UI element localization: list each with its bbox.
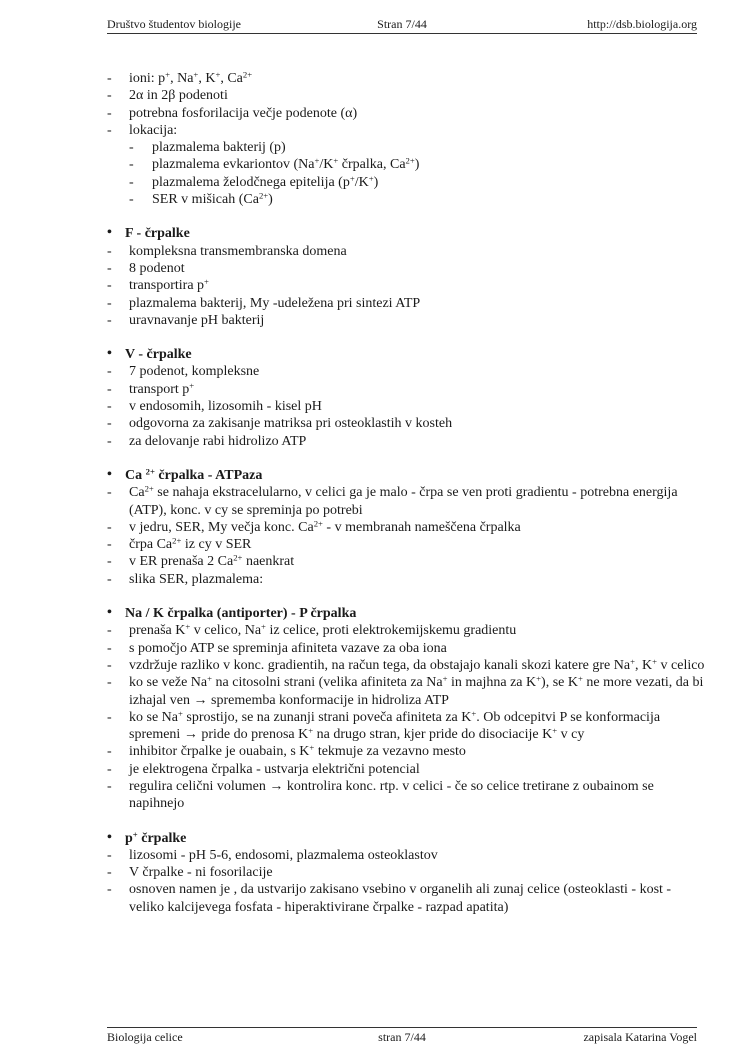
list-item (107, 709, 707, 744)
dash-marker: - (107, 416, 112, 432)
list-item-text: 8 podenot (129, 260, 185, 276)
section-heading-text: Na / K črpalka (antiporter) - P črpalka (125, 606, 357, 622)
section (107, 70, 707, 208)
footer-author: zapisala Katarina Vogel (583, 1030, 697, 1044)
list-item (107, 640, 707, 657)
list-item-text: SER v mišicah $(Ca^{2+})$ (152, 190, 273, 208)
list-item (107, 433, 707, 450)
dash-marker: - (129, 140, 134, 156)
section-heading-text: Ca $^{2+}$ črpalka - ATPaza (125, 466, 263, 483)
section-heading (107, 467, 707, 484)
dash-marker: - (129, 192, 134, 208)
dash-marker: - (107, 485, 112, 501)
list-item-text: slika SER, plazmalema: (129, 571, 264, 587)
section-spacer (107, 208, 707, 225)
section-heading (107, 225, 707, 242)
list-item-text: lokacija: (129, 122, 178, 138)
list-item-text: transportira p+ (129, 276, 209, 294)
dash-marker: - (107, 571, 112, 587)
list-item-text: ko se Na+ sprostijo, se na zunanji strani poveča afiniteta za K+. Ob odcepitvi P se konformacija spremeni → pride do prenosa K+ na drugo stran, kjer pride do disociacije K+ v cy (129, 708, 661, 743)
list-item (107, 277, 707, 294)
list-item-text: plazmalema bakterij, My -udeležena pri sintezi ATP (129, 295, 421, 311)
section-heading-text: p+ črpalke (125, 829, 187, 846)
list-item-text: 7 podenot, kompleksne (129, 364, 260, 380)
dash-marker: - (107, 105, 112, 121)
sub-list-item (107, 174, 707, 191)
bullet-icon: • (107, 346, 112, 362)
list-item (107, 70, 707, 87)
list-item-text: vzdržuje razliko v konc. gradientih, na račun tega, da obstajajo kanali skozi katere gre Na+, K+ v celico (129, 656, 705, 673)
list-item (107, 295, 707, 312)
section (107, 830, 707, 916)
list-item (107, 398, 707, 415)
section (107, 225, 707, 329)
list-item (107, 363, 707, 380)
list-item (107, 743, 707, 760)
list-item-text: inhibitor črpalke je ouabain, s K+ tekmuje za vezavno mesto (129, 743, 466, 760)
list-item-text: plazmalema bakterij (p) (152, 140, 286, 156)
list-item-text: v endosomih, lizosomih - kisel pH (129, 399, 322, 415)
document-body (107, 70, 707, 916)
bullet-icon: • (107, 829, 112, 845)
dash-marker: - (107, 640, 112, 656)
dash-marker: - (107, 364, 112, 380)
footer-course-title: Biologija celice (107, 1030, 183, 1044)
list-item-text: v ER prenaša 2 $Ca^{2+}$ naenkrat (129, 553, 295, 570)
list-item (107, 519, 707, 536)
list-item (107, 122, 707, 139)
list-item (107, 622, 707, 639)
dash-marker: - (129, 157, 134, 173)
list-item (107, 847, 707, 864)
dash-marker: - (107, 381, 112, 397)
list-item-text: prenaša K+ v celico, Na+ iz celice, proti elektrokemijskemu gradientu (129, 621, 517, 639)
dash-marker: - (107, 122, 112, 138)
dash-marker: - (129, 174, 134, 190)
list-item-text: kompleksna transmembranska domena (129, 243, 347, 259)
sub-list-item (107, 191, 707, 208)
dash-marker: - (107, 88, 112, 104)
section-heading (107, 830, 707, 847)
list-item-text: odgovorna za zakisanje matriksa pri osteoklastih v kosteh (129, 416, 453, 432)
list-item (107, 881, 707, 916)
list-item (107, 536, 707, 553)
dash-marker: - (107, 657, 112, 673)
section (107, 467, 707, 588)
dash-marker: - (107, 260, 112, 276)
dash-marker: - (107, 744, 112, 760)
section-heading-text: V - črpalke (125, 347, 192, 363)
dash-marker: - (107, 675, 112, 691)
list-item-text: potrebna fosforilacija večje podenote (α) (129, 105, 358, 121)
bullet-icon: • (107, 466, 112, 482)
list-item-text: lizosomi - pH 5-6, endosomi, plazmalema osteoklastov (129, 847, 438, 863)
section-spacer (107, 588, 707, 605)
section (107, 346, 707, 450)
list-item-text: ko se veže Na+ na citosolni strani (velika afiniteta za Na+ in majhna za K+), se K+ ne more vezati, da bi izhajal ven → sprememba konformacije in hidroliza ATP (129, 673, 704, 708)
list-item-text: plazmalema evkariontov (Na+/K+ črpalka, $Ca^{2+}$) (152, 156, 420, 173)
list-item (107, 674, 707, 709)
dash-marker: - (107, 519, 112, 535)
header-organization: Društvo študentov biologije (107, 17, 241, 31)
list-item-text: V črpalke - ni fosorilacije (129, 865, 273, 881)
list-item (107, 381, 707, 398)
section-spacer (107, 329, 707, 346)
list-item (107, 778, 707, 813)
sub-list-item (107, 156, 707, 173)
dash-marker: - (107, 847, 112, 863)
list-item (107, 415, 707, 432)
list-item (107, 312, 707, 329)
dash-marker: - (107, 623, 112, 639)
dash-marker: - (107, 312, 112, 328)
sub-list-item (107, 139, 707, 156)
section (107, 605, 707, 813)
list-item-text: osnoven namen je , da ustvarijo zakisano vsebino v organelih ali zunaj celice (osteoklasti - kost - veliko kalcijevega fosfata - hiperaktivirane črpalke - razpad apatita) (129, 882, 672, 915)
section-spacer (107, 813, 707, 830)
header-website: http://dsb.biologija.org (587, 17, 697, 31)
list-item (107, 243, 707, 260)
list-item-text: je elektrogena črpalka - ustvarja električni potencial (129, 761, 420, 777)
list-item-text: za delovanje rabi hidrolizo ATP (129, 433, 307, 449)
list-item-text: ioni: p+, Na+, K+, $Ca^{2+}$ (129, 69, 253, 86)
list-item-text: regulira celični volumen → kontrolira konc. rtp. v celici - če so celice tretirane z oubainom se napihnejo (129, 778, 654, 812)
list-item (107, 553, 707, 570)
page-footer (107, 1027, 697, 1046)
list-item (107, 87, 707, 104)
footer-page-number: stran 7/44 (378, 1030, 426, 1044)
list-item-text: plazmalema želodčnega epitelija (p+/K+) (152, 173, 379, 190)
dash-marker: - (107, 554, 112, 570)
list-item (107, 761, 707, 778)
list-item-text: transport p+ (129, 380, 195, 397)
section-heading-text: F - črpalke (125, 226, 190, 242)
section-spacer (107, 450, 707, 467)
dash-marker: - (107, 761, 112, 777)
list-item (107, 657, 707, 674)
dash-marker: - (107, 537, 112, 553)
dash-marker: - (107, 243, 112, 259)
dash-marker: - (107, 399, 112, 415)
list-item-text: 2α in 2β podenoti (129, 88, 228, 104)
list-item (107, 864, 707, 881)
dash-marker: - (107, 865, 112, 881)
dash-marker: - (107, 433, 112, 449)
list-item-text: s pomočjo ATP se spreminja afiniteta vazave za oba iona (129, 640, 447, 656)
section-heading (107, 605, 707, 622)
header-page-number: Stran 7/44 (377, 17, 427, 31)
list-item (107, 105, 707, 122)
list-item (107, 484, 707, 519)
dash-marker: - (107, 295, 112, 311)
dash-marker: - (107, 882, 112, 898)
list-item-text: uravnavanje pH bakterij (129, 312, 265, 328)
dash-marker: - (107, 71, 112, 86)
list-item-text: $Ca^{2+}$ se nahaja ekstracelularno, v celici ga je malo - črpa se ven proti gradientu - potrebna energija (ATP), konc. v cy se spreminja po potrebi (129, 483, 678, 518)
page-header (107, 14, 697, 34)
dash-marker: - (107, 278, 112, 294)
list-item-text: v jedru, SER, My večja konc. $Ca^{2+}$ - v membranah nameščena črpalka (129, 518, 521, 535)
bullet-icon: • (107, 605, 112, 621)
dash-marker: - (107, 778, 112, 794)
bullet-icon: • (107, 225, 112, 241)
dash-marker: - (107, 709, 112, 725)
list-item-text: črpa $Ca^{2+}$ iz cy v SER (129, 535, 252, 553)
section-heading (107, 346, 707, 363)
list-item (107, 571, 707, 588)
list-item (107, 260, 707, 277)
